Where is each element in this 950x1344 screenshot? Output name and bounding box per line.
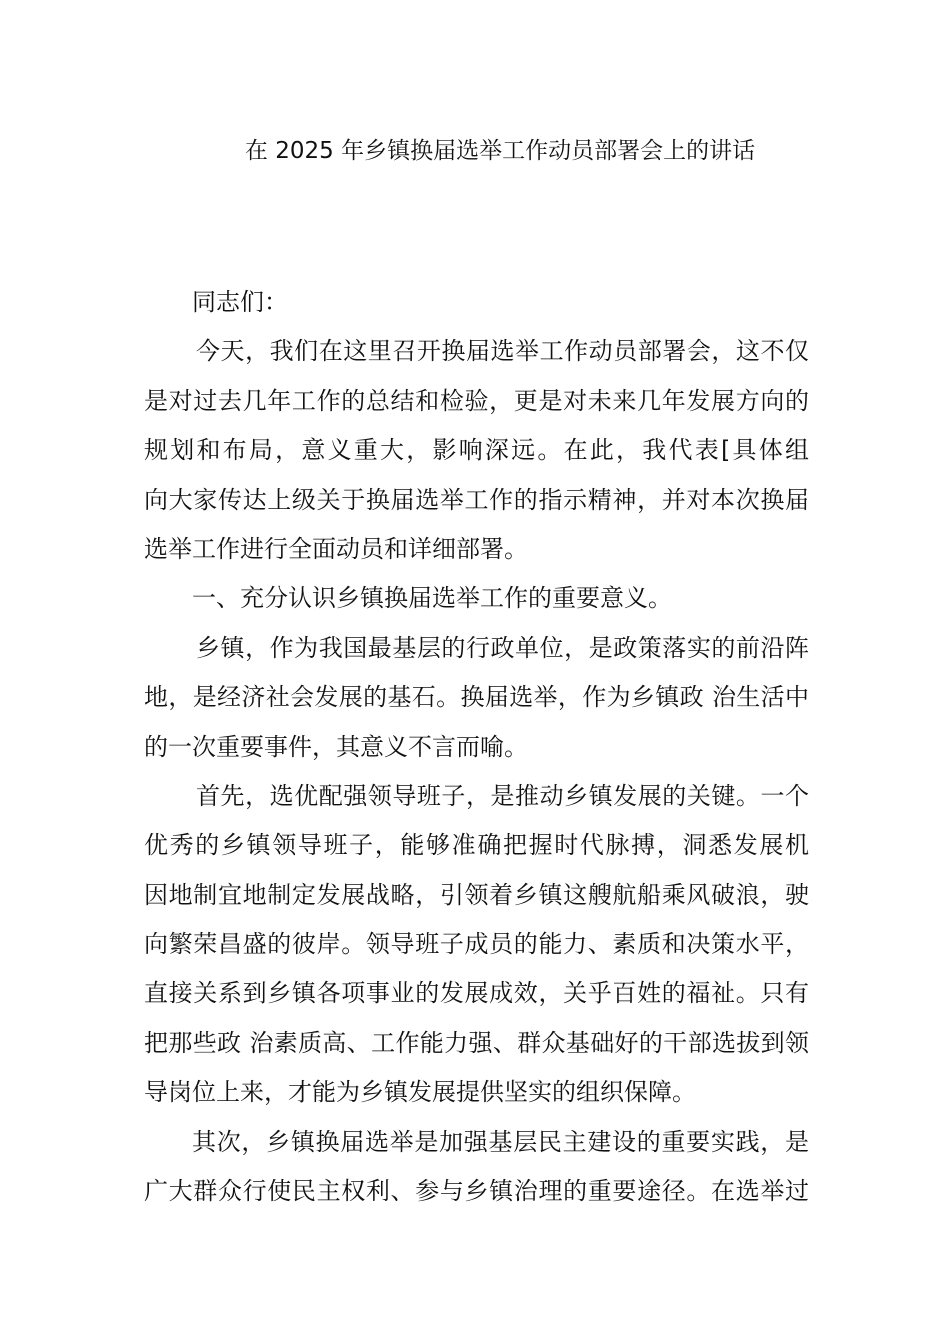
paragraph-line: 规划和布局，意义重大，影响深远。在此，我代表[具体组 bbox=[144, 436, 809, 465]
paragraph-line: 因地制宜地制定发展战略，引领着乡镇这艘航船乘风破浪，驶 bbox=[144, 880, 809, 909]
document-body bbox=[144, 278, 809, 1216]
paragraph-line: 向繁荣昌盛的彼岸。领导班子成员的能力、素质和决策水平， bbox=[144, 930, 809, 959]
paragraph-line: 地，是经济社会发展的基石。换届选举，作为乡镇政 治生活中 bbox=[144, 683, 809, 712]
section-heading: 一、充分认识乡镇换届选举工作的重要意义。 bbox=[192, 584, 672, 613]
paragraph-line: 优秀的乡镇领导班子，能够准确把握时代脉搏，洞悉发展机 bbox=[144, 831, 809, 860]
paragraph-line: 把那些政 治素质高、工作能力强、群众基础好的干部选拔到领 bbox=[144, 1028, 809, 1057]
paragraph-line: 的一次重要事件，其意义不言而喻。 bbox=[144, 732, 528, 761]
paragraph-line: 导岗位上来，才能为乡镇发展提供坚实的组织保障。 bbox=[144, 1078, 696, 1107]
paragraph-line: 其次，乡镇换届选举是加强基层民主建设的重要实践，是 bbox=[192, 1127, 809, 1156]
paragraph-line: 乡镇，作为我国最基层的行政单位，是政策落实的前沿阵 bbox=[196, 633, 809, 662]
paragraph-line: 直接关系到乡镇各项事业的发展成效，关乎百姓的福祉。只有 bbox=[144, 979, 809, 1008]
paragraph-line: 今天，我们在这里召开换届选举工作动员部署会，这不仅 bbox=[196, 337, 809, 366]
paragraph-line: 广大群众行使民主权利、参与乡镇治理的重要途径。在选举过 bbox=[144, 1177, 809, 1206]
paragraph-line: 是对过去几年工作的总结和检验，更是对未来几年发展方向的 bbox=[144, 386, 809, 415]
document-title: 在 2025 年乡镇换届选举工作动员部署会上的讲话 bbox=[244, 138, 756, 164]
paragraph-line: 向大家传达上级关于换届选举工作的指示精神，并对本次换届 bbox=[144, 485, 809, 514]
paragraph-line: 选举工作进行全面动员和详细部署。 bbox=[144, 534, 528, 563]
paragraph-line: 首先，选优配强领导班子，是推动乡镇发展的关键。一个 bbox=[196, 781, 809, 810]
salutation: 同志们： bbox=[192, 288, 288, 316]
